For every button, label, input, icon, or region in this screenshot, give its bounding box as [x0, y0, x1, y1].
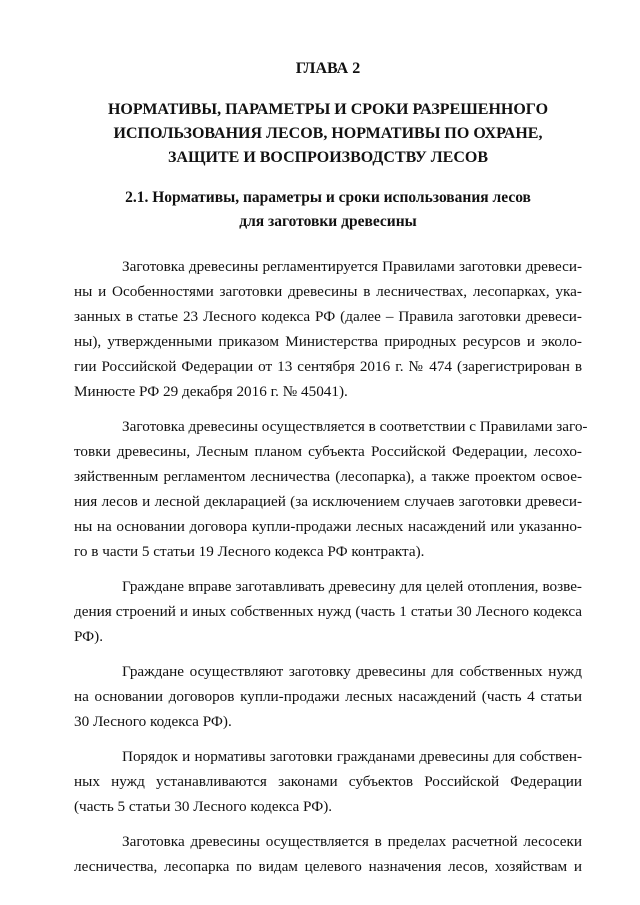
paragraph-line: ны на основании договора купли-продажи лесных насаждений или указанно- — [74, 518, 582, 535]
paragraph-line: ных нужд устанавливаются законами субъектов Российской Федерации — [74, 773, 582, 790]
paragraph-line: 30 Лесного кодекса РФ). — [74, 713, 232, 730]
section-title-line: для заготовки древесины — [239, 213, 417, 230]
body-paragraph — [74, 254, 582, 404]
paragraph-line: занных в статье 23 Лесного кодекса РФ (далее – Правила заготовки древеси- — [74, 308, 582, 325]
paragraph-line: Заготовка древесины осуществляется в пределах расчетной лесосеки — [122, 833, 582, 850]
paragraph-line: Граждане вправе заготавливать древесину для целей отопления, возве- — [122, 578, 582, 595]
paragraph-line: лесничества, лесопарка по видам целевого назначения лесов, хозяйствам и — [74, 858, 582, 875]
paragraph-line: (часть 5 статьи 30 Лесного кодекса РФ). — [74, 798, 333, 815]
chapter-title — [74, 98, 582, 170]
paragraph-line: Граждане осуществляют заготовку древесины для собственных нужд — [122, 663, 582, 680]
body-paragraph — [74, 414, 588, 564]
body-paragraph — [74, 574, 582, 649]
paragraph-line: товки древесины, Лесным планом субъекта Российской Федерации, лесохо- — [74, 443, 582, 460]
paragraph-line: ны), утвержденными приказом Министерства природных ресурсов и эколо- — [74, 333, 582, 350]
paragraph-gap — [74, 649, 582, 659]
section-title-line: 2.1. Нормативы, параметры и сроки использования лесов — [125, 189, 531, 206]
paragraph-line: Минюсте РФ 29 декабря 2016 г. № 45041). — [74, 383, 348, 400]
paragraph-line: гии Российской Федерации от 13 сентября 2016 г. № 474 (зарегистрирован в — [74, 358, 582, 375]
paragraph-line: ны и Особенностями заготовки древесины в лесничествах, лесопарках, ука- — [74, 283, 582, 300]
paragraph-gap — [74, 404, 582, 414]
chapter-title-line: ИСПОЛЬЗОВАНИЯ ЛЕСОВ, НОРМАТИВЫ ПО ОХРАНЕ, — [113, 125, 543, 142]
chapter-heading: ГЛАВА 2 — [295, 60, 361, 77]
paragraph-line: Заготовка древесины регламентируется Правилами заготовки древеси- — [122, 258, 582, 275]
paragraph-line: ния лесов и лесной декларацией (за исключением случаев заготовки древеси- — [74, 493, 582, 510]
paragraph-line: дения строений и иных собственных нужд (часть 1 статьи 30 Лесного кодекса — [74, 603, 582, 620]
paragraph-line: зяйственным регламентом лесничества (лесопарка), а также проектом освое- — [74, 468, 582, 485]
paragraph-line: на основании договоров купли-продажи лесных насаждений (часть 4 статьи — [74, 688, 582, 705]
paragraph-line: Заготовка древесины осуществляется в соответствии с Правилами заго- — [122, 418, 588, 435]
chapter-title-line: НОРМАТИВЫ, ПАРАМЕТРЫ И СРОКИ РАЗРЕШЕННОГО — [107, 101, 549, 118]
paragraph-gap — [74, 734, 582, 744]
chapter-title-line: ЗАЩИТЕ И ВОСПРОИЗВОДСТВУ ЛЕСОВ — [167, 149, 489, 166]
body-paragraph — [74, 659, 582, 734]
paragraph-line: РФ). — [74, 628, 104, 645]
paragraph-gap — [74, 564, 582, 574]
paragraph-line: Порядок и нормативы заготовки гражданами древесины для собствен- — [122, 748, 582, 765]
paragraph-line: го в части 5 статьи 19 Лесного кодекса РФ контракта). — [74, 543, 425, 560]
section-title — [74, 186, 582, 234]
body-paragraph — [74, 744, 582, 819]
paragraph-gap — [74, 819, 582, 829]
body-paragraph — [74, 829, 582, 879]
